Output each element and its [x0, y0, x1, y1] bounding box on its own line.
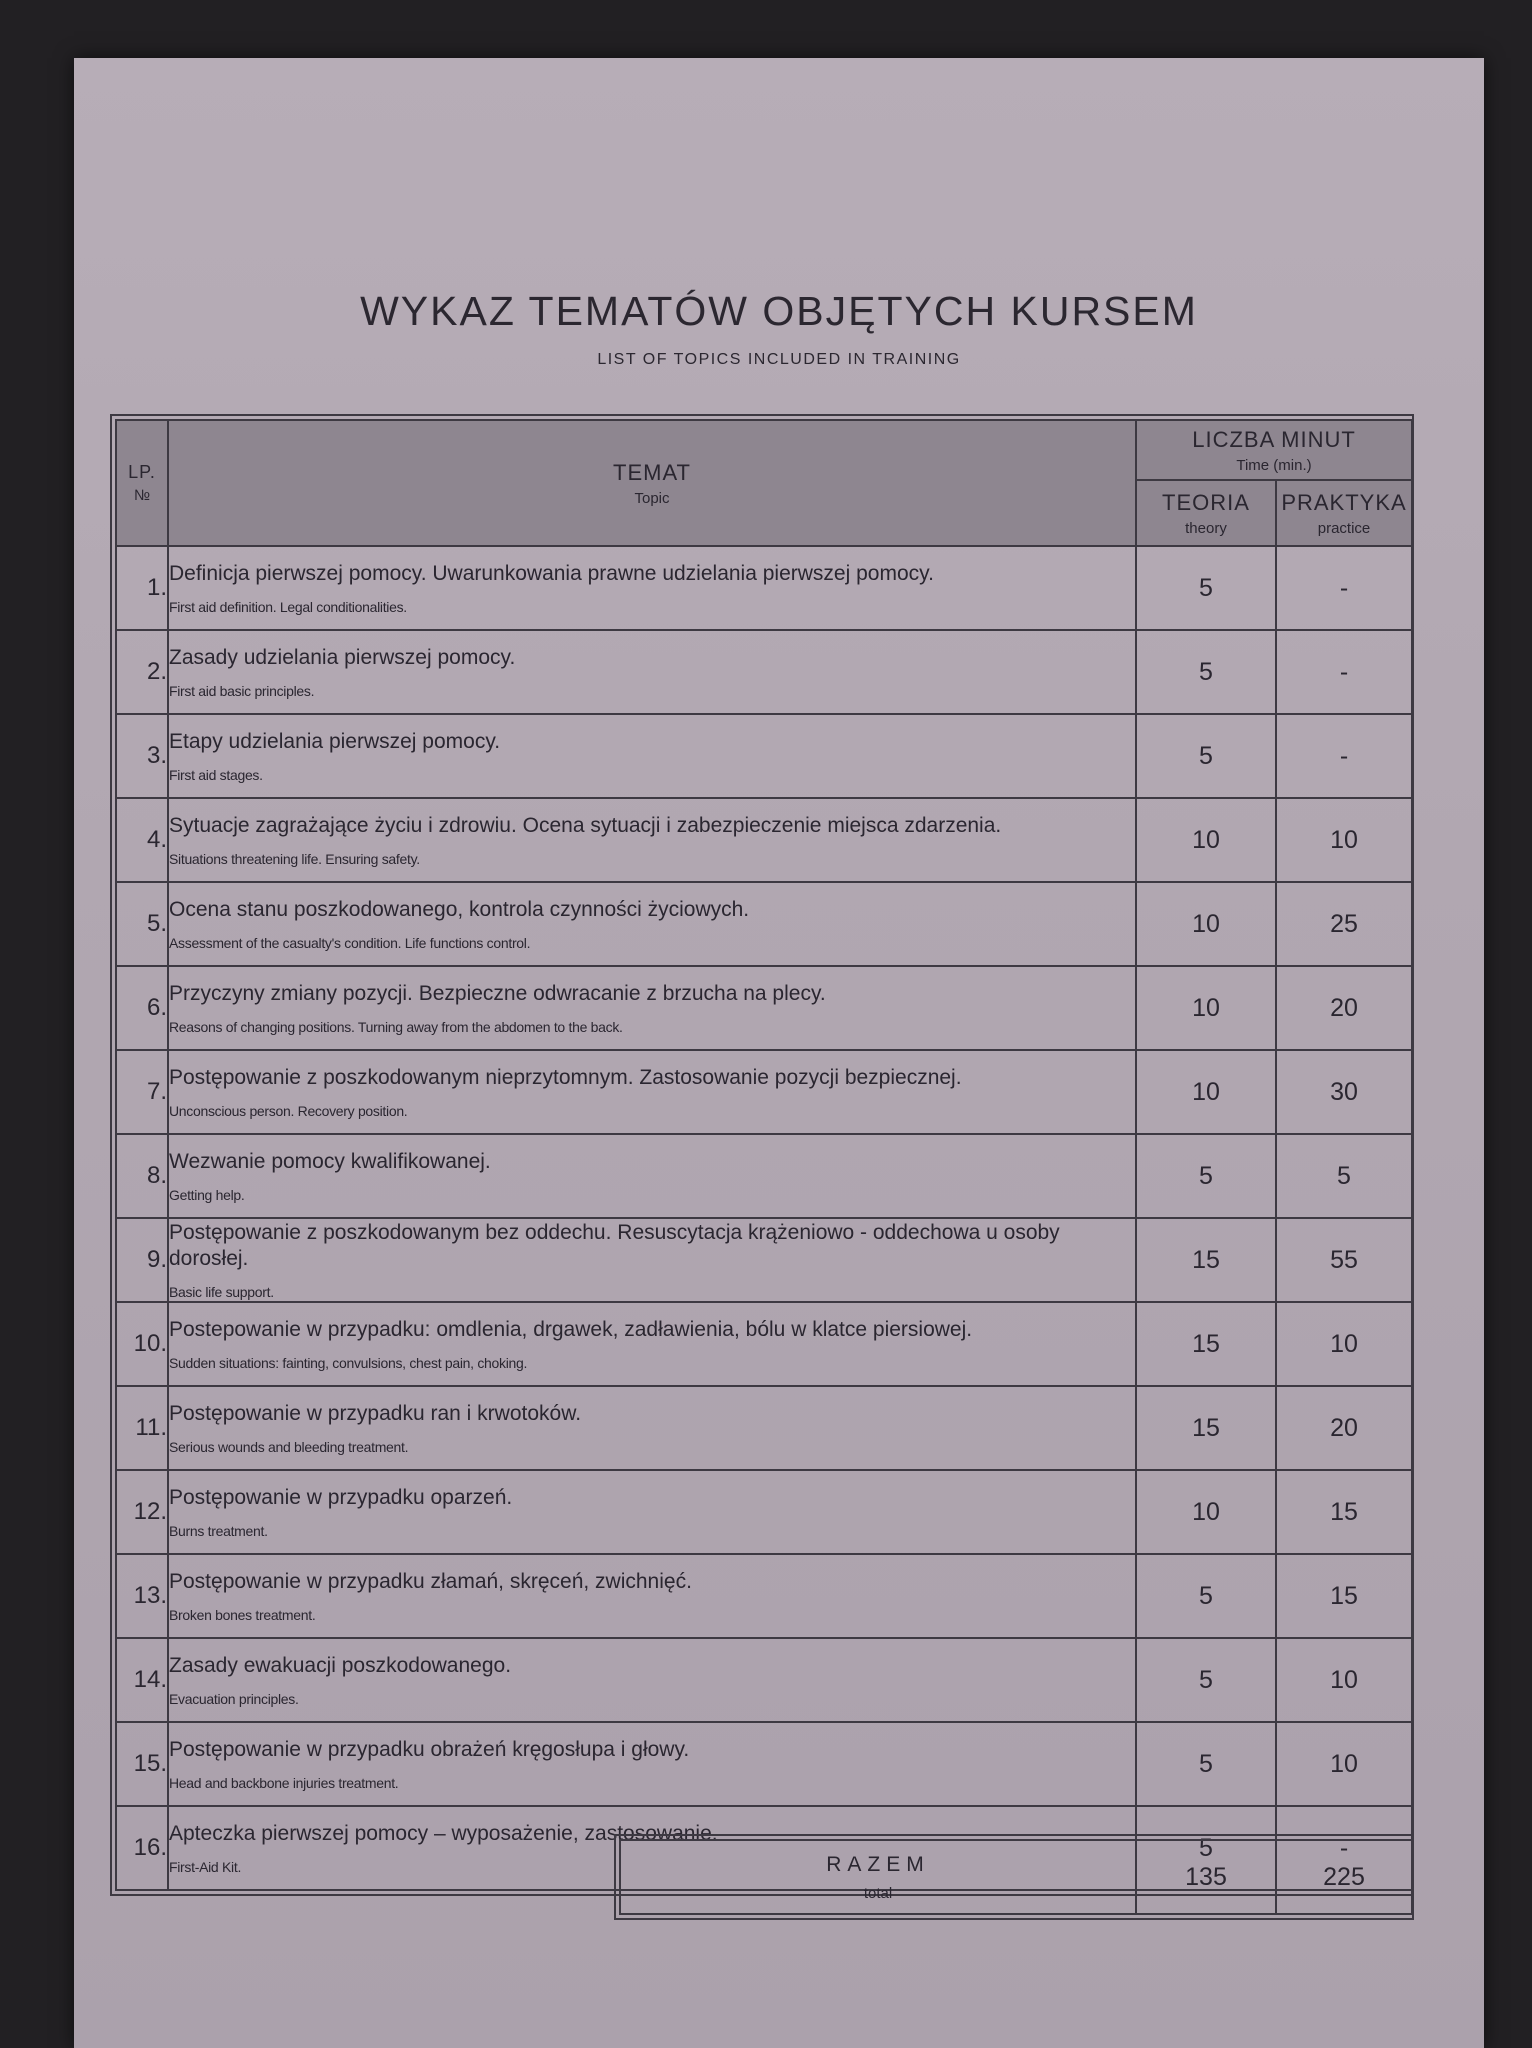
row-number: 16.	[116, 1806, 168, 1890]
header-lp-label: LP.	[128, 462, 156, 482]
table-row	[116, 1134, 1412, 1218]
row-topic-en: Evacuation principles.	[169, 1691, 299, 1707]
table-row	[116, 1302, 1412, 1386]
table-row	[116, 966, 1412, 1050]
row-practice-minutes: 15	[1276, 1554, 1412, 1638]
row-topic-pl: Postępowanie w przypadku ran i krwotoków.	[169, 1402, 582, 1425]
row-practice-minutes: 55	[1276, 1218, 1412, 1302]
header-topic-label: TEMAT	[613, 459, 691, 485]
row-number: 4.	[116, 798, 168, 882]
row-theory-minutes: 15	[1136, 1386, 1276, 1470]
row-number: 14.	[116, 1638, 168, 1722]
row-number: 6.	[116, 966, 168, 1050]
row-number: 8.	[116, 1134, 168, 1218]
row-topic-en: First aid definition. Legal conditionalities.	[169, 599, 407, 615]
row-topic	[168, 1302, 1136, 1386]
row-topic-en: Getting help.	[169, 1187, 245, 1203]
row-topic-en: Assessment of the casualty's condition. Life functions control.	[169, 935, 531, 951]
row-theory-minutes: 5	[1136, 1722, 1276, 1806]
total-label: RAZEM	[826, 1852, 930, 1876]
header-lp-label-en: №	[133, 487, 151, 504]
total-practice: 225	[1276, 1840, 1412, 1914]
row-number: 9.	[116, 1218, 168, 1302]
row-practice-minutes: 10	[1276, 1638, 1412, 1722]
row-topic-pl: Wezwanie pomocy kwalifikowanej.	[169, 1150, 491, 1173]
row-practice-minutes: 20	[1276, 966, 1412, 1050]
row-practice-minutes: -	[1276, 1806, 1412, 1890]
header-theory-label-en: theory	[1185, 519, 1227, 537]
topics-table	[115, 419, 1413, 1891]
row-number: 3.	[116, 714, 168, 798]
row-topic-pl: Postępowanie w przypadku obrażeń kręgosłupa i głowy.	[169, 1738, 690, 1761]
table-row	[116, 882, 1412, 966]
row-theory-minutes: 10	[1136, 1050, 1276, 1134]
header-practice	[1276, 480, 1412, 546]
row-practice-minutes: 10	[1276, 1722, 1412, 1806]
page-title: WYKAZ TEMATÓW OBJĘTYCH KURSEM	[360, 288, 1198, 334]
total-label-cell	[620, 1840, 1136, 1914]
total-table	[619, 1839, 1413, 1915]
row-number: 15.	[116, 1722, 168, 1806]
row-topic	[168, 1554, 1136, 1638]
row-practice-minutes: -	[1276, 714, 1412, 798]
row-topic-pl: Przyczyny zmiany pozycji. Bezpieczne odwracanie z brzucha na plecy.	[169, 982, 826, 1005]
row-topic-en: Situations threatening life. Ensuring safety.	[169, 851, 420, 867]
row-theory-minutes: 5	[1136, 1554, 1276, 1638]
row-topic	[168, 1470, 1136, 1554]
row-theory-minutes: 15	[1136, 1218, 1276, 1302]
topic-rows	[116, 546, 1412, 1890]
header-topic-label-en: Topic	[634, 489, 670, 507]
row-topic-pl: Postępowanie z poszkodowanym nieprzytomnym. Zastosowanie pozycji bezpiecznej.	[169, 1066, 962, 1089]
total-theory: 135	[1136, 1840, 1276, 1914]
row-topic	[168, 546, 1136, 630]
row-topic	[168, 1134, 1136, 1218]
row-practice-minutes: -	[1276, 630, 1412, 714]
row-theory-minutes: 5	[1136, 1134, 1276, 1218]
row-topic	[168, 630, 1136, 714]
row-topic	[168, 1638, 1136, 1722]
header-theory	[1136, 480, 1276, 546]
row-topic-en: Basic life support.	[169, 1284, 274, 1300]
total-table-frame	[614, 1834, 1414, 1920]
row-topic-en: Unconscious person. Recovery position.	[169, 1103, 408, 1119]
row-number: 10.	[116, 1302, 168, 1386]
header-minutes	[1136, 420, 1412, 480]
row-practice-minutes: -	[1276, 546, 1412, 630]
total-label-en: total	[863, 1884, 893, 1902]
row-practice-minutes: 25	[1276, 882, 1412, 966]
row-topic-pl: Sytuacje zagrażające życiu i zdrowiu. Ocena sytuacji i zabezpieczenie miejsca zdarzenia.	[169, 814, 1002, 837]
header-practice-label-en: practice	[1317, 519, 1371, 537]
row-topic-pl: Ocena stanu poszkodowanego, kontrola czynności życiowych.	[169, 898, 750, 921]
table-row	[116, 1638, 1412, 1722]
table-row	[116, 798, 1412, 882]
row-number: 5.	[116, 882, 168, 966]
row-topic	[168, 1386, 1136, 1470]
row-topic-pl: Postępowanie w przypadku oparzeń.	[169, 1486, 513, 1509]
row-theory-minutes: 10	[1136, 882, 1276, 966]
row-topic	[168, 882, 1136, 966]
row-topic-pl: Postępowanie w przypadku złamań, skręceń, zwichnięć.	[169, 1570, 692, 1593]
row-practice-minutes: 10	[1276, 798, 1412, 882]
row-topic-en: First aid basic principles.	[169, 683, 315, 699]
row-practice-minutes: 5	[1276, 1134, 1412, 1218]
row-topic-en: Serious wounds and bleeding treatment.	[169, 1439, 409, 1455]
row-topic-pl: Definicja pierwszej pomocy. Uwarunkowania prawne udzielania pierwszej pomocy.	[169, 562, 934, 585]
row-topic	[168, 1218, 1136, 1302]
table-row	[116, 1050, 1412, 1134]
row-topic-en: First aid stages.	[169, 767, 263, 783]
row-topic-pl: Apteczka pierwszej pomocy – wyposażenie, zastosowanie.	[169, 1822, 718, 1845]
row-topic	[168, 1050, 1136, 1134]
table-row	[116, 1218, 1412, 1302]
row-topic	[168, 798, 1136, 882]
row-number: 7.	[116, 1050, 168, 1134]
topics-table-frame	[110, 414, 1414, 1896]
row-topic-pl: Zasady udzielania pierwszej pomocy.	[169, 646, 516, 669]
header-minutes-label-en: Time (min.)	[1236, 456, 1312, 474]
table-row	[116, 1554, 1412, 1638]
row-theory-minutes: 10	[1136, 1470, 1276, 1554]
table-row	[116, 1470, 1412, 1554]
row-theory-minutes: 5	[1136, 630, 1276, 714]
row-number: 12.	[116, 1470, 168, 1554]
row-theory-minutes: 5	[1136, 714, 1276, 798]
row-practice-minutes: 30	[1276, 1050, 1412, 1134]
row-topic-pl: Postepowanie w przypadku: omdlenia, drgawek, zadławienia, bólu w klatce piersiowej.	[169, 1318, 973, 1341]
page-subtitle: LIST OF TOPICS INCLUDED IN TRAINING	[597, 351, 961, 368]
row-topic-en: Head and backbone injuries treatment.	[169, 1775, 399, 1791]
row-topic-pl: Etapy udzielania pierwszej pomocy.	[169, 730, 501, 753]
row-topic-en: Broken bones treatment.	[169, 1607, 316, 1623]
header-theory-label: TEORIA	[1162, 489, 1250, 515]
table-row	[116, 1722, 1412, 1806]
row-topic-en: Sudden situations: fainting, convulsions, chest pain, choking.	[169, 1355, 528, 1371]
row-topic-pl: Zasady ewakuacji poszkodowanego.	[169, 1654, 512, 1677]
row-practice-minutes: 20	[1276, 1386, 1412, 1470]
header-lp	[116, 420, 168, 546]
table-row	[116, 546, 1412, 630]
table-row	[116, 714, 1412, 798]
row-practice-minutes: 15	[1276, 1470, 1412, 1554]
row-theory-minutes: 5	[1136, 1638, 1276, 1722]
row-theory-minutes: 10	[1136, 798, 1276, 882]
table-row	[116, 1386, 1412, 1470]
row-theory-minutes: 10	[1136, 966, 1276, 1050]
row-theory-minutes: 5	[1136, 1806, 1276, 1890]
header-minutes-label: LICZBA MINUT	[1192, 426, 1356, 452]
row-topic-en: First-Aid Kit.	[169, 1859, 242, 1875]
row-number: 11.	[116, 1386, 168, 1470]
row-theory-minutes: 15	[1136, 1302, 1276, 1386]
header-topic	[168, 420, 1136, 546]
row-practice-minutes: 10	[1276, 1302, 1412, 1386]
row-topic	[168, 966, 1136, 1050]
row-theory-minutes: 5	[1136, 546, 1276, 630]
header-practice-label: PRAKTYKA	[1281, 489, 1407, 515]
row-number: 13.	[116, 1554, 168, 1638]
row-topic-en: Reasons of changing positions. Turning away from the abdomen to the back.	[169, 1019, 623, 1035]
row-topic	[168, 1722, 1136, 1806]
document-sheet	[74, 58, 1484, 2048]
table-row	[116, 630, 1412, 714]
row-topic-en: Burns treatment.	[169, 1523, 268, 1539]
row-number: 2.	[116, 630, 168, 714]
row-topic	[168, 714, 1136, 798]
row-number: 1.	[116, 546, 168, 630]
row-topic-pl: Postępowanie z poszkodowanym bez oddechu. Resuscytacja krążeniowo - oddechowa u osoby dorosłej.	[169, 1221, 1060, 1270]
